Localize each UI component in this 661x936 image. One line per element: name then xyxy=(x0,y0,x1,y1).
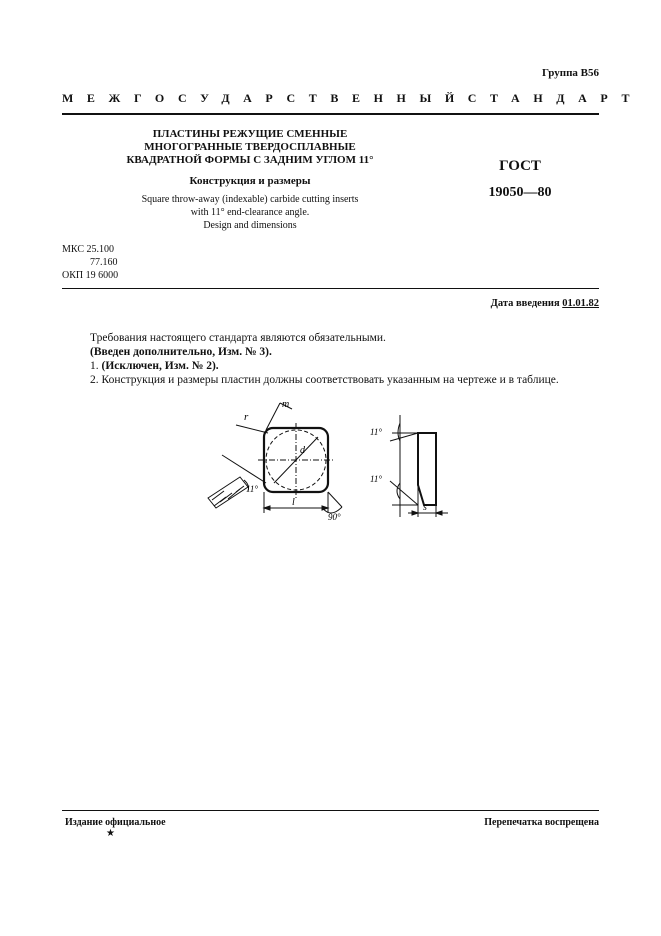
star-mark: ★ xyxy=(106,828,115,839)
side-view xyxy=(418,433,436,505)
mks-code-2: 77.160 xyxy=(90,257,118,268)
paragraph-2: (Введен дополнительно, Изм. № 3). xyxy=(90,346,272,358)
item-number-1: 1. xyxy=(90,360,102,372)
label-s: s xyxy=(423,502,427,513)
gost-number: 19050—80 xyxy=(488,185,552,200)
date-value: 01.01.82 xyxy=(562,298,599,309)
title-line-3: КВАДРАТНОЙ ФОРМЫ С ЗАДНИМ УГЛОМ 11° xyxy=(126,154,374,166)
radius-leader xyxy=(236,425,268,433)
classification-codes xyxy=(62,243,118,282)
footer-rule xyxy=(62,810,599,811)
body-text xyxy=(90,331,599,387)
standard-banner xyxy=(62,91,644,106)
mks-code-1: МКС 25.100 xyxy=(62,244,114,255)
paragraph-1: Требования настоящего стандарта являются обязательными. xyxy=(90,332,386,344)
label-angle-11-section: 11° xyxy=(246,484,258,494)
title-line-1: ПЛАСТИНЫ РЕЖУЩИЕ СМЕННЫЕ xyxy=(152,128,348,140)
section-line xyxy=(222,455,266,483)
label-l: l xyxy=(292,497,295,508)
label-angle-90: 90° xyxy=(328,512,341,522)
english-title-2: with 11° end-clearance angle. xyxy=(190,207,310,218)
item-1-text: (Исключен, Изм. № 2). xyxy=(101,360,219,372)
group-code: Группа В56 xyxy=(541,67,599,79)
okp-code: ОКП 19 6000 xyxy=(62,270,119,281)
title-block xyxy=(100,128,400,232)
effective-date xyxy=(491,298,599,309)
section-hatch xyxy=(208,477,248,508)
official-edition: Издание официальное xyxy=(65,817,166,828)
subtitle: Конструкция и размеры xyxy=(189,175,311,187)
paragraph-4: 2. Конструкция и размеры пластин должны соответствовать указанным на чертеже и в таблице. xyxy=(90,374,559,386)
title-line-2: МНОГОГРАННЫЕ ТВЕРДОСПЛАВНЫЕ xyxy=(144,141,356,153)
date-label: Дата введения xyxy=(490,298,560,309)
middle-rule xyxy=(62,288,599,289)
gost-designation xyxy=(470,158,570,201)
paragraph-3 xyxy=(90,359,599,373)
dimension-m-ext xyxy=(266,403,280,430)
reprint-notice: Перепечатка воспрещена xyxy=(484,817,599,828)
label-r: r xyxy=(244,411,249,423)
label-d: d xyxy=(300,445,305,456)
top-rule xyxy=(62,113,599,115)
banner-word-2: СТАНДАРТ xyxy=(467,91,644,105)
label-angle-11-top: 11° xyxy=(370,427,382,437)
banner-word-1: МЕЖГОСУДАРСТВЕННЫЙ xyxy=(62,91,468,105)
english-title-3: Design and dimensions xyxy=(203,220,297,231)
label-angle-11-bottom: 11° xyxy=(370,474,382,484)
insert-drawing xyxy=(200,395,470,525)
english-title-1: Square throw-away (indexable) carbide cutting inserts xyxy=(141,194,359,205)
gost-label: ГОСТ xyxy=(499,158,541,174)
label-m: m xyxy=(282,399,290,410)
